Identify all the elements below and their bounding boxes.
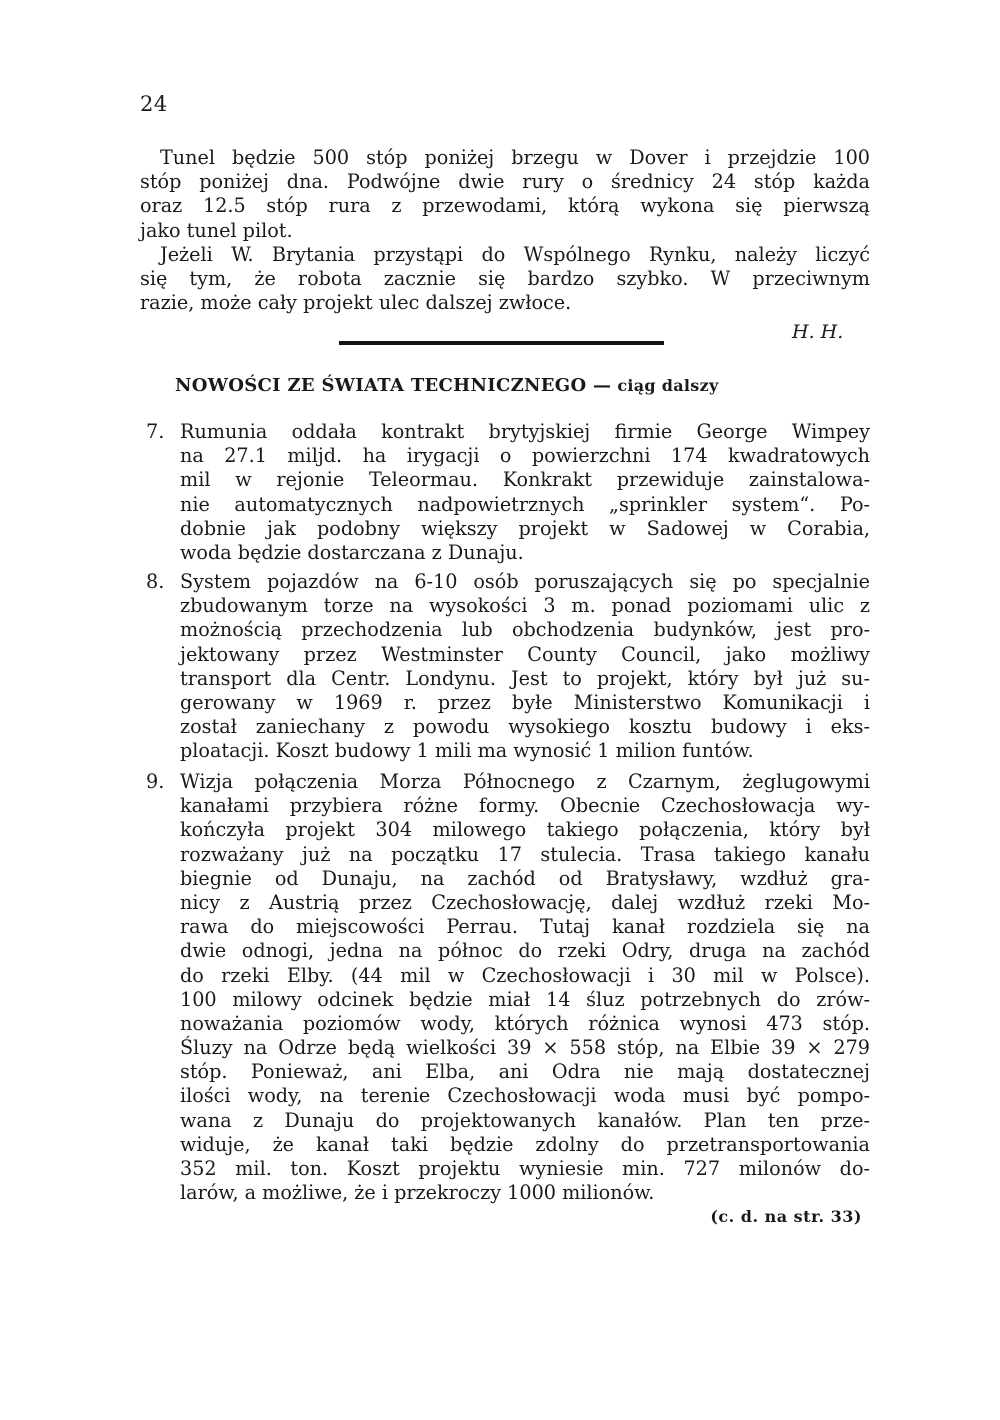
text-line: widuje, że kanał taki będzie zdolny do przetransportowania: [180, 1132, 870, 1156]
section-heading-title: NOWOŚCI ZE ŚWIATA TECHNICZNEGO —: [175, 375, 612, 396]
text-line: transport dla Centr. Londynu. Jest to projekt, który był już su-: [180, 666, 870, 690]
text-line: wana z Dunaju do projektowanych kanałów. Plan ten prze-: [180, 1108, 870, 1132]
text-line: stóp poniżej dna. Podwójne dwie rury o średnicy 24 stóp każda: [140, 170, 870, 194]
item-number: 7.: [146, 420, 165, 443]
text-line: System pojazdów na 6-10 osób poruszających się po specjalnie: [180, 570, 870, 593]
text-line: Wizja połączenia Morza Północnego z Czarnym, żeglugowymi: [180, 770, 870, 793]
text-line: oraz 12.5 stóp rura z przewodami, którą wykona się pierwszą: [140, 194, 870, 218]
text-line: stóp. Ponieważ, ani Elba, ani Odra nie mają dostatecznej: [180, 1060, 870, 1084]
text-line: zbudowanym torze na wysokości 3 m. ponad poziomami ulic z: [180, 594, 870, 618]
item-number: 8.: [146, 570, 165, 593]
text-line: 352 mil. ton. Koszt projektu wyniesie min. 727 milonów do-: [180, 1157, 870, 1180]
text-line: nie automatycznych nadpowietrznych „sprinkler system“. Po-: [180, 492, 870, 516]
intro-paragraph-1: [140, 146, 870, 243]
text-line: rozważany już na początku 17 stulecia. Trasa takiego kanału: [180, 842, 870, 866]
text-line: 100 milowy odcinek będzie miał 14 śluz potrzebnych do zrów-: [180, 987, 870, 1011]
item-number: 9.: [146, 770, 165, 793]
text-line: ploatacji. Koszt budowy 1 mili ma wynosić 1 milion funtów.: [180, 739, 754, 763]
text-line: Tunel będzie 500 stóp poniżej brzegu w Dover i przejdzie 100: [160, 146, 870, 169]
text-line: rawa do miejscowości Perrau. Tutaj kanał rozdziela się na: [180, 915, 870, 939]
text-line: gerowany w 1969 r. przez byłe Ministerstwo Komunikacji i: [180, 690, 870, 714]
item-body: [180, 770, 870, 1205]
text-line: woda będzie dostarczana z Dunaju.: [180, 540, 524, 564]
text-line: Śluzy na Odrze będą wielkości 39 × 558 stóp, na Elbie 39 × 279: [180, 1036, 870, 1060]
text-line: możnością przechodzenia lub obchodzenia budynków, jest pro-: [180, 618, 870, 642]
text-line: się tym, że robota zacznie się bardzo szybko. W przeciwnym: [140, 267, 870, 291]
text-line: do rzeki Elby. (44 mil w Czechosłowacji i 30 mil w Polsce).: [180, 963, 870, 987]
text-line: Jeżeli W. Brytania przystąpi do Wspólnego Rynku, należy liczyć: [160, 243, 870, 266]
section-heading-suffix: ciąg dalszy: [617, 376, 719, 395]
text-line: kanałami przybiera różne formy. Obecnie Czechosłowacja wy-: [180, 794, 870, 818]
text-line: dobnie jak podobny większy projekt w Sadowej w Corabia,: [180, 516, 870, 540]
item-body: [180, 570, 870, 764]
text-line: razie, może cały projekt ulec dalszej zwłoce.: [140, 291, 572, 315]
text-line: mil w rejonie Teleormau. Konkrakt przewiduje zainstalowa-: [180, 468, 870, 492]
author-signature: H. H.: [792, 321, 844, 343]
text-line: dwie odnogi, jedna na północ do rzeki Odry, druga na zachód: [180, 939, 870, 963]
section-divider: [339, 341, 664, 345]
intro-paragraph-2: [140, 243, 870, 316]
text-line: na 27.1 miljd. ha irygacji o powierzchni 174 kwadratowych: [180, 444, 870, 468]
text-line: został zaniechany z powodu wysokiego kosztu budowy i eks-: [180, 715, 870, 739]
text-line: ilości wody, na terenie Czechosłowacji woda musi być pompo-: [180, 1084, 870, 1108]
section-heading: [175, 375, 719, 396]
text-line: kończyła projekt 304 milowego takiego połączenia, który był: [180, 818, 870, 842]
text-line: jako tunel pilot.: [140, 218, 293, 242]
text-line: jektowany przez Westminster County Council, jako możliwy: [180, 642, 870, 666]
text-line: biegnie od Dunaju, na zachód od Bratysławy, wzdłuż gra-: [180, 866, 870, 890]
text-line: Rumunia oddała kontrakt brytyjskiej firmie George Wimpey: [180, 420, 870, 443]
item-body: [180, 420, 870, 565]
continuation-note: (c. d. na str. 33): [710, 1207, 862, 1226]
text-line: nicy z Austrią przez Czechosłowację, dalej wzdłuż rzeki Mo-: [180, 890, 870, 914]
text-line: noważania poziomów wody, których różnica wynosi 473 stóp.: [180, 1011, 870, 1035]
page-number: 24: [140, 92, 168, 116]
text-line: larów, a możliwe, że i przekroczy 1000 milionów.: [180, 1181, 655, 1205]
